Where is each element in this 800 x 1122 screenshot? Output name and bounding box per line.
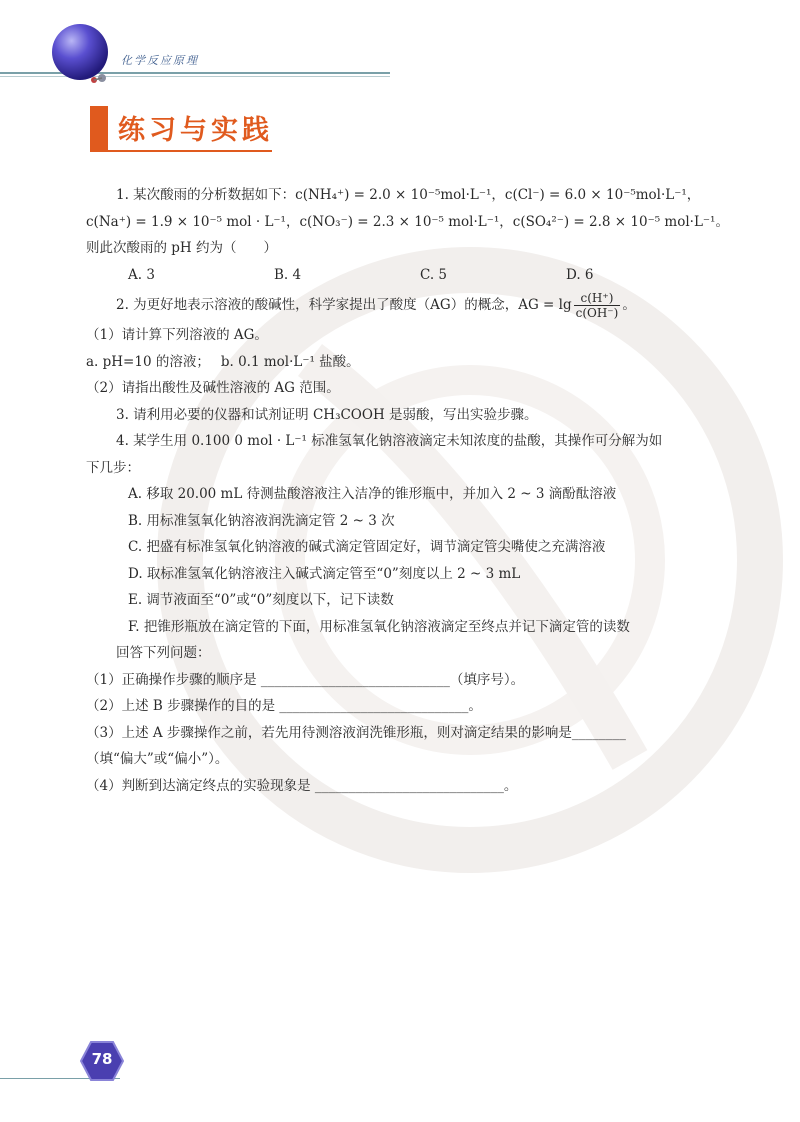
section-title: 练习与实践 xyxy=(118,115,273,146)
q4-step-f: F. 把锥形瓶放在滴定管的下面，用标准氢氧化钠溶液滴定至终点并记下滴定管的读数 xyxy=(128,618,630,635)
q4-step-c: C. 把盛有标准氢氧化钠溶液的碱式滴定管固定好，调节滴定管尖嘴使之充满溶液 xyxy=(128,539,606,555)
q1-options xyxy=(84,262,724,289)
q2-sub1-items: a. pH=10 的溶液； b. 0.1 mol·L⁻¹ 盐酸。 xyxy=(86,353,360,370)
q4-sub2: （2）上述 B 步骤操作的目的是 ____________________________。 xyxy=(86,698,482,714)
q4-line2: 下几步： xyxy=(86,459,140,476)
ag-fraction-numerator: c(H⁺) xyxy=(574,291,621,306)
q2-sub2: （2）请指出酸性及碱性溶液的 AG 范围。 xyxy=(86,380,340,396)
q1-line3: 则此次酸雨的 pH 约为（ ） xyxy=(86,240,277,256)
q1-option-c: C. 5 xyxy=(420,266,448,283)
q2-line1 xyxy=(84,288,724,322)
exercise-content xyxy=(84,182,729,799)
q4-step-b: B. 用标准氢氧化钠溶液润洗滴定管 2 ~ 3 次 xyxy=(128,512,395,529)
q2-text: 2. 为更好地表示溶液的酸碱性，科学家提出了酸度（AG）的概念，AG = lg xyxy=(116,297,572,313)
header-orb-icon xyxy=(50,22,114,86)
q4-line1: 4. 某学生用 0.100 0 mol · L⁻¹ 标准氢氧化钠溶液滴定未知浓度的盐酸，其操作可分解为如 xyxy=(116,433,663,449)
q4-sub4: （4）判断到达滴定终点的实验现象是 ____________________________。 xyxy=(86,777,518,794)
book-title: 化学反应原理 xyxy=(121,54,199,67)
q2-text-end: 。 xyxy=(622,297,636,313)
q4-sub3-line2: （填“偏大”或“偏小”）。 xyxy=(86,751,229,767)
page-number: 78 xyxy=(91,1050,113,1068)
q4-step-e: E. 调节液面至“0”或“0”刻度以下，记下读数 xyxy=(128,592,394,608)
q1-option-d: D. 6 xyxy=(566,266,594,283)
q1-line1: 1. 某次酸雨的分析数据如下：c(NH₄⁺) = 2.0 × 10⁻⁵mol·L⁻¹，c(Cl⁻) = 6.0 × 10⁻⁵mol·L⁻¹， xyxy=(116,187,701,203)
q4-sub1: （1）正确操作步骤的顺序是 ____________________________（填序号）。 xyxy=(86,671,525,688)
q4-sub3-line1: （3）上述 A 步骤操作之前，若先用待测溶液润洗锥形瓶，则对滴定结果的影响是________ xyxy=(86,724,626,741)
q1-option-a: A. 3 xyxy=(128,266,155,283)
q2-sub1: （1）请计算下列溶液的 AG。 xyxy=(86,327,268,343)
section-title-rule xyxy=(108,150,272,152)
ag-fraction xyxy=(574,291,621,320)
ag-fraction-denominator: c(OH⁻) xyxy=(575,306,619,320)
q4-answer-intro: 回答下列问题： xyxy=(116,645,211,661)
section-title-block xyxy=(90,106,108,152)
q1-line2: c(Na⁺) = 1.9 × 10⁻⁵ mol · L⁻¹，c(NO₃⁻) = 2.3 × 10⁻⁵ mol·L⁻¹，c(SO₄²⁻) = 2.8 × 10⁻⁵ mol·L⁻¹。 xyxy=(86,213,729,230)
q3: 3. 请利用必要的仪器和试剂证明 CH₃COOH 是弱酸，写出实验步骤。 xyxy=(116,406,538,423)
q4-step-d: D. 取标准氢氧化钠溶液注入碱式滴定管至“0”刻度以上 2 ~ 3 mL xyxy=(128,565,521,582)
q4-step-a: A. 移取 20.00 mL 待测盐酸溶液注入洁净的锥形瓶中，并加入 2 ~ 3 滴酚酞溶液 xyxy=(128,486,617,502)
q1-option-b: B. 4 xyxy=(274,266,302,283)
